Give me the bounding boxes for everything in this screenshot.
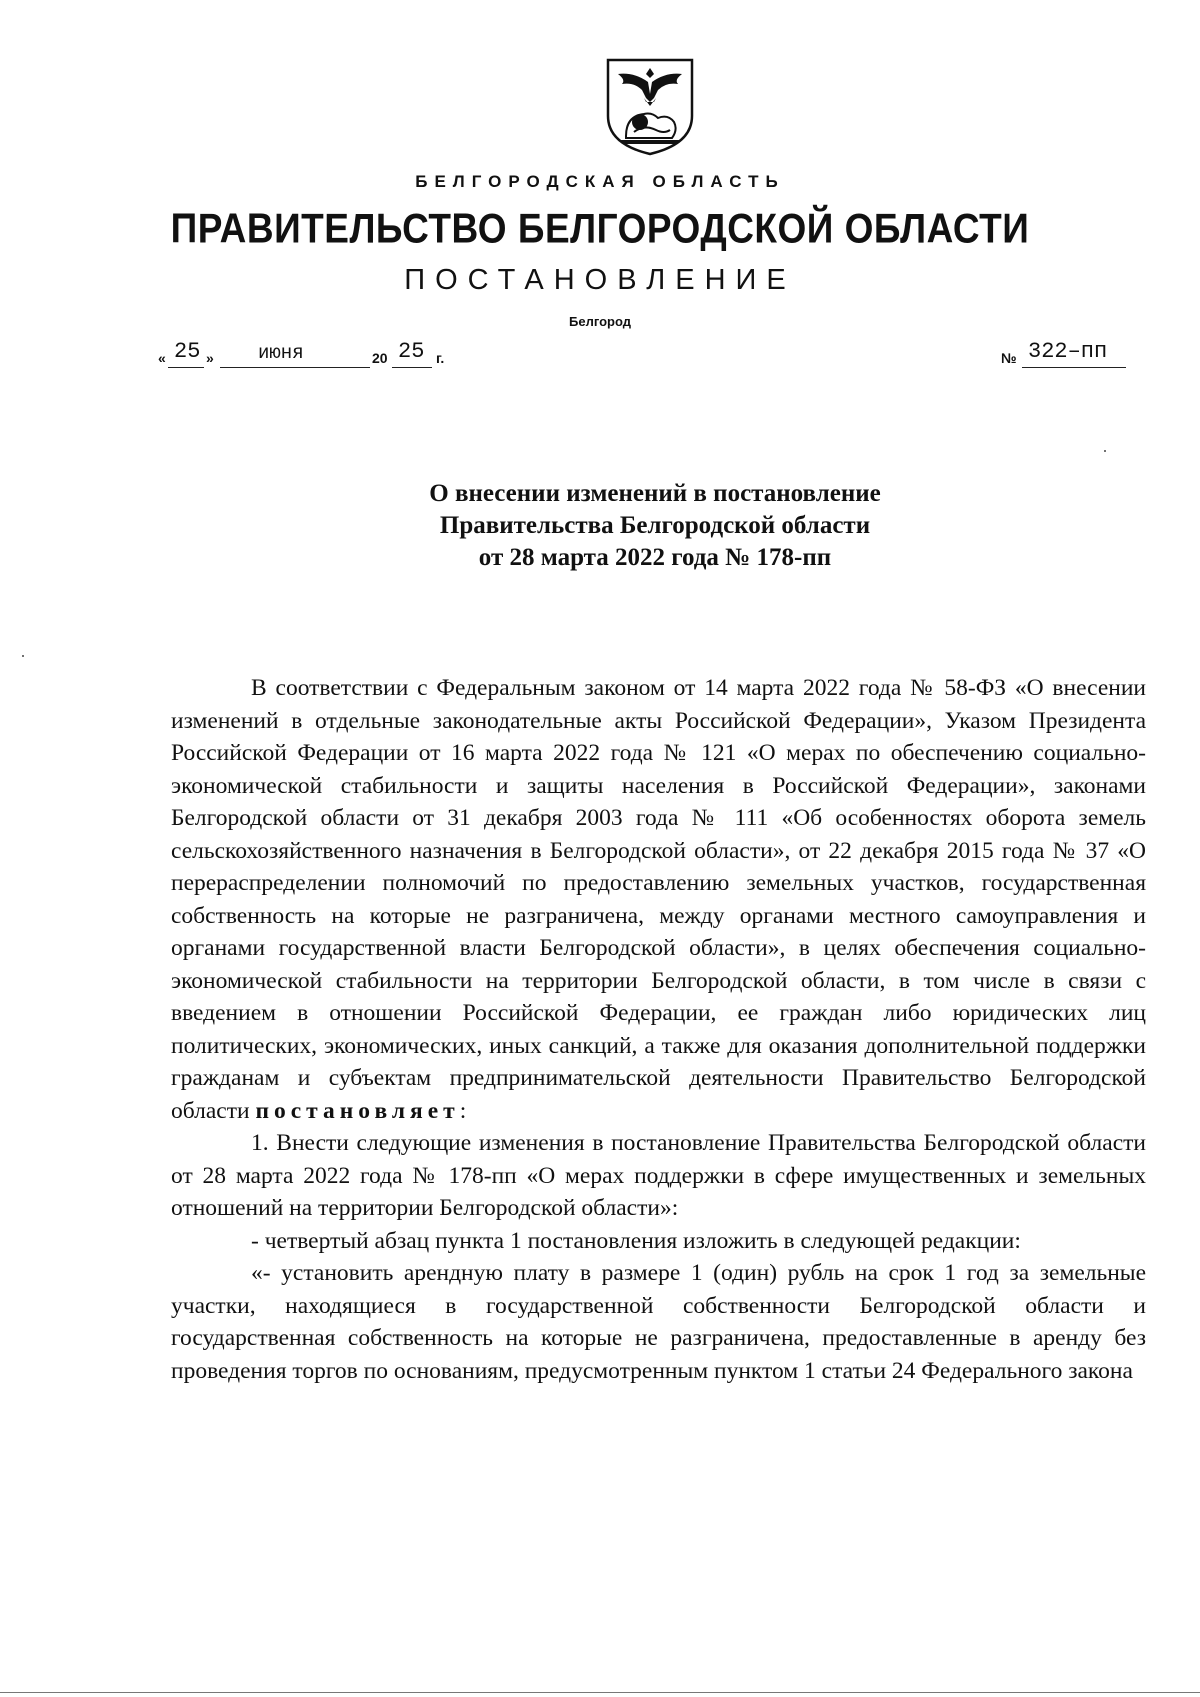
title-line-3: от 28 марта 2022 года № 178-пп [478, 544, 832, 571]
page-bottom-edge [0, 1692, 1200, 1693]
decree-word: постановляет [255, 1097, 460, 1124]
government-name: ПРАВИТЕЛЬСТВО БЕЛГОРОДСКОЙ ОБЛАСТИ [170, 205, 1030, 252]
preamble-colon: : [459, 1097, 467, 1124]
document-body [171, 672, 1146, 1387]
scan-speck [1104, 450, 1106, 452]
date-year-abbr: г. [436, 350, 445, 366]
number-underline [1022, 367, 1126, 368]
preamble-text: В соответствии с Федеральным законом от 14 марта 2022 года № 58-ФЗ «О внесении изменений в отдельные законодательные акты Российской Федерации», Указом Президента Российской Федерации от 16 марта 2022 года № 121 «О мерах по обеспечению социально-экономической стабильности и защиты населения в Российской Федерации», законами Белгородской области от 31 декабря 2003 года № 111 «Об особенностях оборота земель сельскохозяйственного назначения в Белгородской области», от 22 декабря 2015 года № 37 «О перераспределении полномочий по предоставлению земельных участков, государственная собственность на которые не разграничена, между органами местного самоуправления и органами государственной власти Белгородской области», в целях обеспечения социально-экономической стабильности на территории Белгородской области, в том числе в связи с введением в отношении Российской Федерации, ее граждан либо юридических лиц политических, экономических, иных санкций, а также для оказания дополнительной поддержки гражданам и субъектам предпринимательской деятельности Правительство Белгородской области [171, 675, 1146, 1124]
date-year-prefix: 20 [372, 350, 388, 366]
date-day: 25 [174, 339, 201, 364]
date-open-quote: « [158, 350, 166, 366]
document-title [0, 478, 1200, 574]
document-number: 322–пп [1028, 339, 1108, 364]
number-label: № [1001, 350, 1017, 366]
body-paragraph-2: 1. Внести следующие изменения в постановление Правительства Белгородской области от 28 марта 2022 года № 178-пп «О мерах поддержки в сфере имущественных и земельных отношений на территории Белгородской области»: [171, 1130, 1146, 1221]
date-month-underline [220, 367, 370, 368]
region-name: БЕЛГОРОДСКАЯ ОБЛАСТЬ [415, 172, 785, 191]
date-close-quote: » [206, 350, 214, 366]
city-name: Белгород [569, 314, 631, 329]
date-day-underline [168, 367, 204, 368]
date-month: июня [258, 342, 304, 364]
document-type: ПОСТАНОВЛЕНИЕ [404, 264, 796, 296]
title-line-2: Правительства Белгородской области [439, 512, 871, 539]
body-paragraph-1 [171, 672, 1146, 1127]
belgorod-coat-of-arms-icon [604, 58, 696, 156]
scan-speck [22, 655, 24, 657]
date-year-underline [392, 367, 432, 368]
body-paragraph-3: - четвертый абзац пункта 1 постановления изложить в следующей редакции: [251, 1227, 1021, 1254]
date-year-suffix: 25 [398, 339, 425, 364]
date-number-line [158, 336, 1128, 370]
title-line-1: О внесении изменений в постановление [429, 480, 881, 507]
body-paragraph-4: «- установить арендную плату в размере 1 (один) рубль на срок 1 год за земельные участки, находящиеся в государственной собственности Белгородской области и государственная собственность на которые не разграничена, предоставленные в аренду без проведения торгов по основаниям, предусмотренным пунктом 1 статьи 24 Федерального закона [171, 1260, 1146, 1384]
